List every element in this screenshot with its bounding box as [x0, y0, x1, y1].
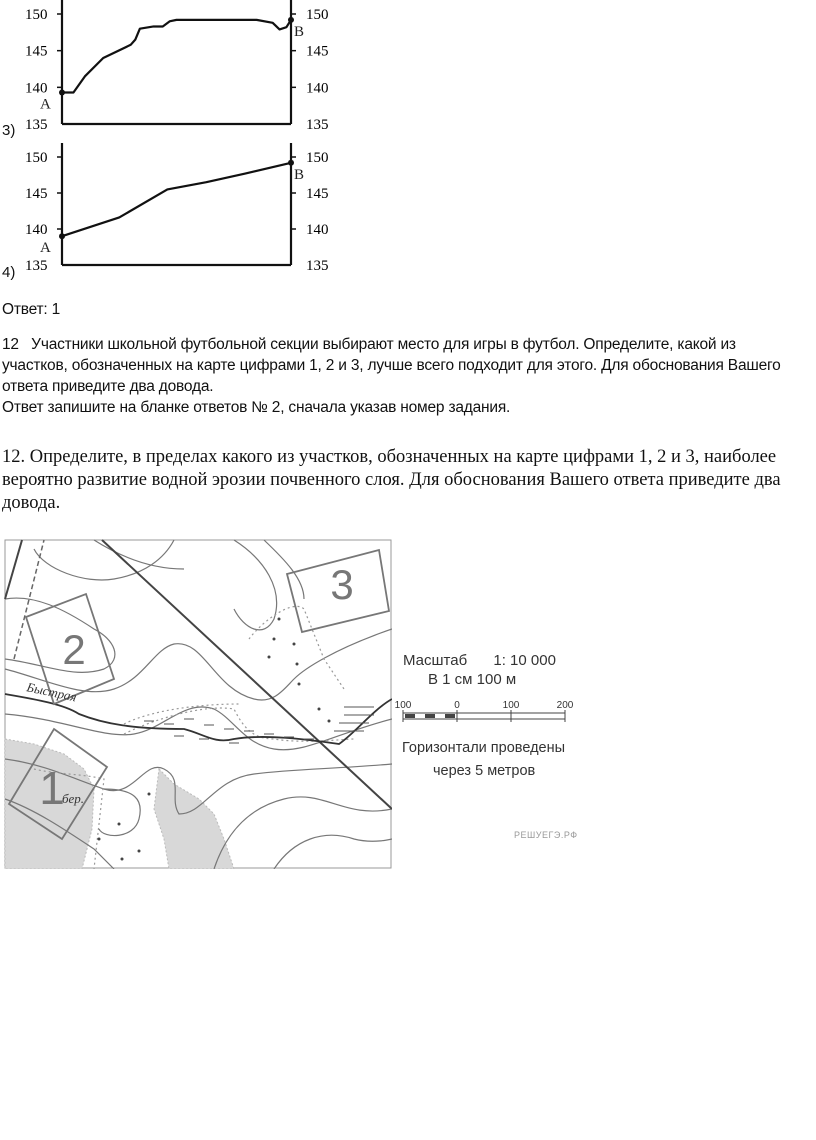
- y-tick-label-right: 140: [306, 222, 329, 238]
- scale-tick-label: 0: [454, 700, 460, 711]
- y-tick-label-left: 145: [25, 43, 48, 60]
- answer-line: Ответ: 1: [2, 301, 61, 318]
- y-tick-label-right: 150: [306, 7, 329, 23]
- task12-serif: [2, 446, 814, 515]
- task12-sans: [2, 334, 814, 418]
- profile-line: [62, 20, 291, 93]
- scale-bar: [395, 696, 580, 728]
- task12-serif-line-3: довода.: [2, 493, 61, 513]
- y-tick-label-right: 135: [306, 258, 329, 274]
- scale-tick-label: 100: [502, 700, 520, 711]
- task12-line-2: участков, обозначенных на карте цифрами 1, 2 и 3, лучше всего подходит для этого. Для обоснования Вашего: [2, 357, 781, 374]
- profile-line: [62, 163, 291, 236]
- y-tick-label-right: 135: [306, 117, 329, 133]
- point-a-marker: [59, 89, 65, 95]
- y-tick-label-left: 140: [25, 222, 48, 238]
- point-b-label: B: [294, 23, 305, 40]
- watermark: РЕШУЕГЭ.РФ: [514, 830, 578, 840]
- scale-block: [403, 652, 556, 669]
- scale-title: Масштаб: [403, 652, 468, 669]
- profile-chart-4: [0, 135, 350, 280]
- option-label-3: 3): [2, 122, 16, 139]
- scale-ratio: 1: 10 000: [493, 652, 556, 669]
- profile-chart-3: [0, 0, 350, 135]
- contour-note-1: Горизонтали проведены: [402, 740, 566, 756]
- task12-line-4: Ответ запишите на бланке ответов № 2, сначала указав номер задания.: [2, 399, 511, 416]
- y-tick-label-left: 150: [25, 7, 48, 23]
- topographic-map: [4, 539, 392, 869]
- point-a-label: A: [40, 96, 51, 113]
- y-tick-label-left: 135: [25, 117, 48, 133]
- scale-tick-label: 100: [395, 700, 412, 711]
- y-tick-label-right: 140: [306, 80, 329, 97]
- village-label: бер.: [62, 791, 85, 806]
- option-label-4: 4): [2, 264, 16, 281]
- y-tick-label-left: 135: [25, 258, 48, 274]
- task12-line-1: [2, 334, 814, 355]
- point-b-marker: [288, 17, 294, 23]
- task12-serif-line-1: 12. Определите, в пределах какого из участков, обозначенных на карте цифрами 1, 2 и 3, наиболее: [2, 447, 777, 467]
- point-a-label: A: [40, 240, 51, 257]
- scale-desc: В 1 см 100 м: [428, 671, 517, 688]
- point-b-label: B: [294, 166, 305, 183]
- y-tick-label-right: 145: [306, 43, 329, 60]
- task12-serif-line-2: вероятно развитие водной эрозии почвенного слоя. Для обоснования Вашего ответа приведите два: [2, 470, 781, 490]
- point-a-marker: [59, 233, 65, 239]
- y-tick-label-right: 145: [306, 186, 329, 202]
- y-tick-label-right: 150: [306, 150, 329, 166]
- contour-note-2: через 5 метров: [433, 763, 536, 779]
- task12-line-3: ответа приведите два довода.: [2, 378, 214, 395]
- plot-3-label: 3: [330, 561, 354, 608]
- plot-2-label: 2: [62, 626, 86, 673]
- y-tick-label-left: 140: [25, 80, 48, 97]
- task-text: Участники школьной футбольной секции выбирают место для игры в футбол. Определите, какой из: [31, 336, 736, 353]
- y-tick-label-left: 150: [25, 150, 48, 166]
- point-b-marker: [288, 160, 294, 166]
- river-label: Быстрая: [25, 679, 79, 705]
- plot-1-label: 1: [39, 762, 65, 814]
- y-tick-label-left: 145: [25, 186, 48, 202]
- scale-tick-label: 200: [556, 700, 574, 711]
- task-number: 12: [2, 336, 19, 353]
